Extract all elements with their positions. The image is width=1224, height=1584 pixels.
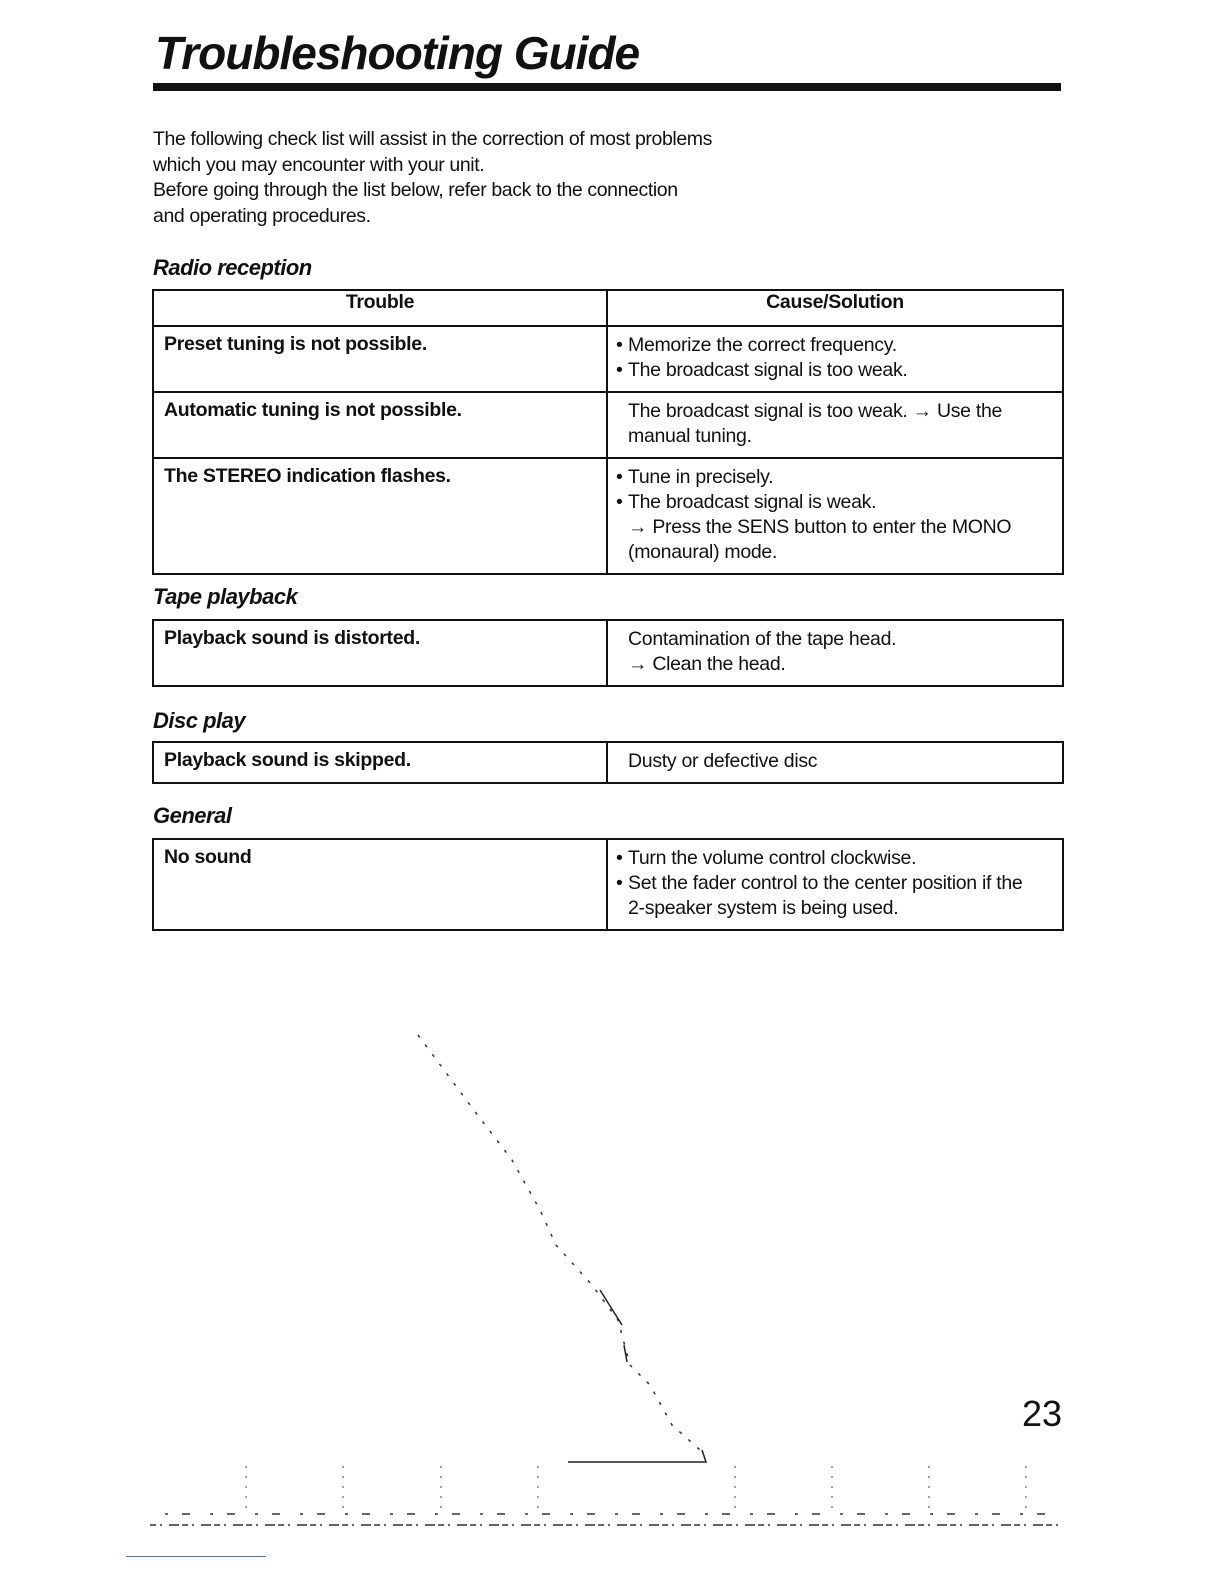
cause-text: Tune in precisely. bbox=[628, 466, 774, 488]
intro-line: Before going through the list below, refer back to the connection bbox=[153, 179, 678, 201]
trouble-cell: The STEREO indication flashes. bbox=[153, 458, 607, 574]
bullet-icon: • bbox=[616, 466, 623, 488]
column-header-cause: Cause/Solution bbox=[607, 290, 1063, 326]
cause-text: (monaural) mode. bbox=[628, 541, 778, 563]
section-heading-radio: Radio reception bbox=[153, 255, 312, 280]
cause-text: manual tuning. bbox=[628, 425, 752, 447]
trouble-cell: Playback sound is distorted. bbox=[153, 620, 607, 686]
bullet-icon: • bbox=[616, 872, 623, 894]
bullet-icon: • bbox=[616, 334, 623, 356]
cause-text: Contamination of the tape head. bbox=[628, 628, 897, 650]
intro-line: which you may encounter with your unit. bbox=[153, 153, 485, 176]
section-heading-general: General bbox=[153, 803, 232, 828]
intro-line: and operating procedures. bbox=[153, 204, 371, 227]
bullet-icon: • bbox=[616, 491, 623, 513]
cause-text: → Clean the head. bbox=[628, 653, 786, 675]
trouble-cell: Automatic tuning is not possible. bbox=[153, 392, 607, 458]
column-header-trouble: Trouble bbox=[153, 290, 607, 326]
section-heading-tape: Tape playback bbox=[153, 584, 298, 609]
trouble-cell: No sound bbox=[153, 839, 607, 930]
cause-text: 2-speaker system is being used. bbox=[628, 897, 899, 919]
cause-text: Dusty or defective disc bbox=[628, 750, 818, 772]
cause-text: Set the fader control to the center position if the bbox=[628, 872, 1023, 894]
bullet-icon: • bbox=[616, 359, 623, 381]
page-number: 23 bbox=[1022, 1393, 1063, 1434]
bullet-icon: • bbox=[616, 847, 623, 869]
cause-text: Turn the volume control clockwise. bbox=[628, 847, 917, 869]
cause-text: The broadcast signal is too weak. → Use the bbox=[628, 400, 1003, 422]
trouble-cell: Playback sound is skipped. bbox=[153, 742, 607, 783]
footer-link-underline bbox=[126, 1556, 266, 1557]
cause-text: → Press the SENS button to enter the MONO bbox=[628, 516, 1012, 538]
cause-text: The broadcast signal is too weak. bbox=[628, 359, 908, 381]
cause-text: Memorize the correct frequency. bbox=[628, 334, 897, 356]
page-title: Troubleshooting Guide bbox=[155, 27, 640, 79]
trouble-cell: Preset tuning is not possible. bbox=[153, 326, 607, 392]
intro-line: The following check list will assist in the correction of most problems bbox=[153, 128, 712, 150]
section-heading-disc: Disc play bbox=[153, 708, 246, 733]
cause-text: The broadcast signal is weak. bbox=[628, 491, 877, 513]
